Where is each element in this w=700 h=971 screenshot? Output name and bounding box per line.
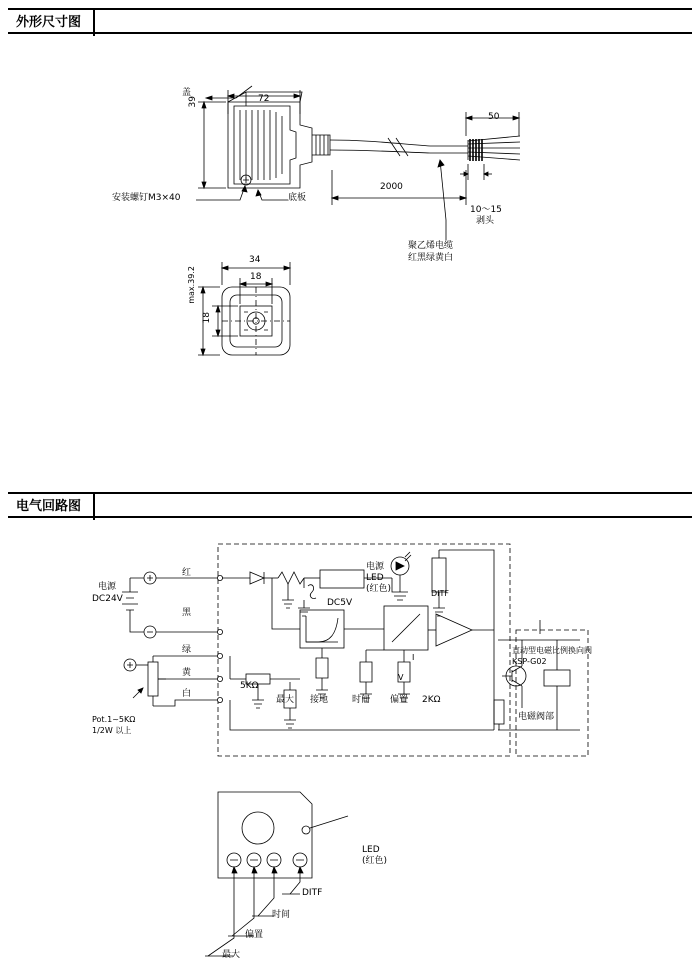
label-amp-v: V — [398, 673, 404, 682]
label-strip-50: 50 — [488, 112, 500, 122]
label-wire-white: 白 — [182, 689, 192, 699]
label-wire-yellow: 黄 — [182, 668, 192, 678]
label-power-led-2: LED — [366, 573, 384, 583]
label-mount-screw: 安装螺钉M3×40 — [112, 193, 181, 203]
label-dim-34: 34 — [249, 255, 261, 265]
label-bias: 偏置 — [390, 695, 409, 705]
label-res-5k: 5KΩ — [240, 681, 259, 691]
section-header-outline — [8, 8, 692, 34]
label-wire-green: 绿 — [182, 645, 192, 655]
label-cable-length: 2000 — [380, 182, 403, 192]
label-base-plate: 底板 — [288, 193, 307, 203]
label-dither-circuit: DITF — [431, 589, 450, 598]
label-time: 时间 — [352, 695, 371, 705]
label-amp-i: I — [412, 653, 415, 662]
section-title-circuit: 电气回路图 — [8, 494, 95, 520]
label-pot-spec-1: Pot.1~5KΩ — [92, 715, 136, 724]
outline-dimension-drawing — [0, 40, 700, 380]
label-power-dc24v: DC24V — [92, 594, 123, 604]
section-header-circuit — [8, 492, 692, 518]
label-power-led-3: (红色) — [366, 584, 392, 594]
label-solenoid: 电磁阀部 — [518, 712, 555, 722]
label-pot-spec-2: 1/2W 以上 — [92, 726, 132, 735]
label-trimmer-led-1: LED — [362, 845, 380, 855]
label-trimmer-led-2: (红色) — [362, 856, 388, 866]
label-cable-note-2: 红黑绿黄白 — [408, 253, 454, 263]
label-strip-text: 剥头 — [476, 216, 495, 226]
label-cable-note-1: 聚乙烯电缆 — [408, 241, 454, 251]
label-width-72: 72 — [258, 94, 270, 104]
label-height-39: 39 — [188, 96, 198, 108]
label-wire-red: 红 — [182, 568, 192, 578]
label-cover: 盖 — [182, 88, 192, 98]
label-ground: 接地 — [310, 695, 329, 705]
label-wire-black: 黑 — [182, 608, 192, 618]
section-title-outline: 外形尺寸图 — [8, 10, 95, 36]
label-dim-max: max.39.2 — [187, 266, 196, 304]
label-dim-18-left: 18 — [202, 312, 212, 324]
label-valve-title-2: KSP-G02 — [512, 657, 547, 666]
label-strip-range: 10～15 — [470, 205, 502, 215]
label-dc5v: DC5V — [327, 598, 353, 608]
label-power-led-1: 电源 — [366, 562, 385, 572]
label-power-source: 电源 — [98, 582, 117, 592]
label-max-gain: 最大 — [276, 695, 295, 705]
label-dim-18-top: 18 — [250, 272, 262, 282]
label-trimmer-max: 最大 — [222, 950, 241, 960]
label-valve-title-1: 直动型电磁比例换向阀 — [512, 646, 592, 655]
label-trimmer-time: 时间 — [272, 910, 291, 920]
label-trimmer-bias: 偏置 — [245, 930, 264, 940]
label-res-2k: 2KΩ — [422, 695, 441, 705]
label-trimmer-dither: DITF — [302, 888, 323, 898]
